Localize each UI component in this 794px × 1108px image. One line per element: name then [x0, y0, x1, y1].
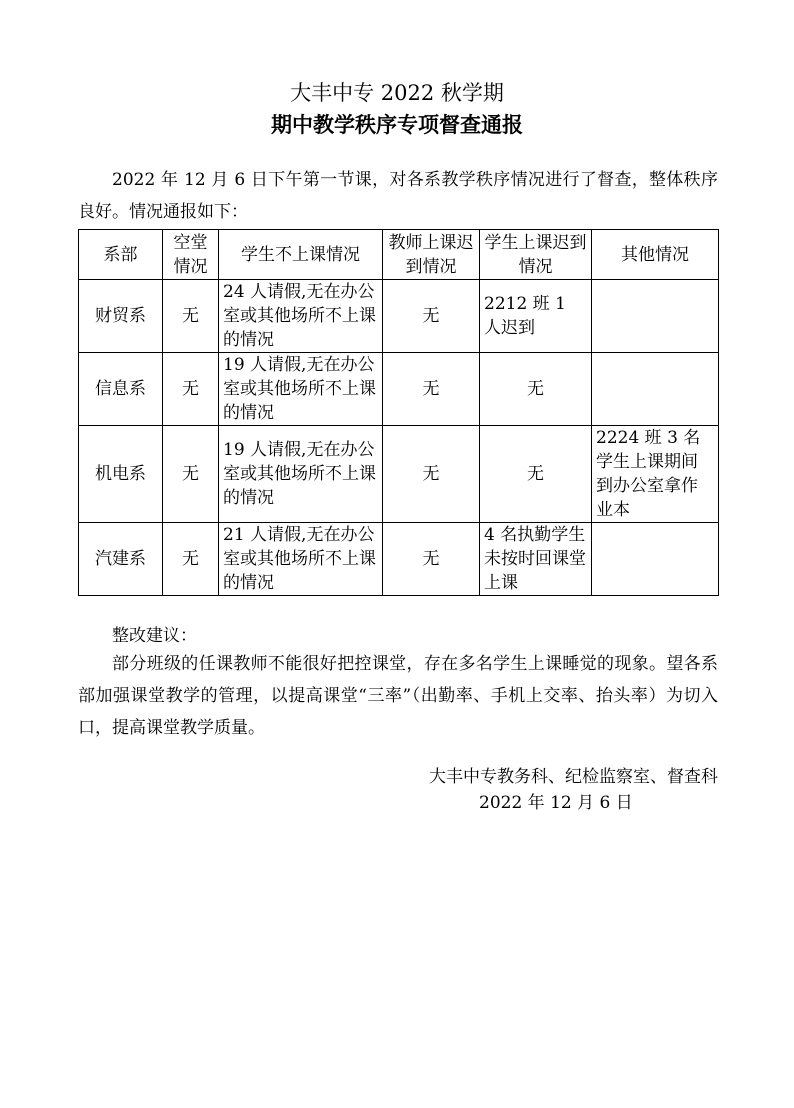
- teacher-late-cell: 无: [383, 353, 480, 426]
- teacher-late-cell: 无: [383, 523, 480, 596]
- document-title-line2: 期中教学秩序专项督查通报: [271, 112, 523, 137]
- table-row: [79, 523, 719, 596]
- student-late-cell: 4 名执勤学生未按时回课堂上课: [480, 523, 592, 596]
- header-cell: 学生上课迟到情况: [480, 230, 592, 280]
- empty-class-cell: 无: [163, 523, 219, 596]
- teacher-late-cell: 无: [383, 426, 480, 523]
- inspection-table: [78, 229, 719, 596]
- empty-class-cell: 无: [163, 280, 219, 353]
- department-cell: 信息系: [79, 353, 163, 426]
- table-row: [79, 280, 719, 353]
- department-cell: 财贸系: [79, 280, 163, 353]
- header-cell: 教师上课迟到情况: [383, 230, 480, 280]
- other-cell: 2224 班 3 名学生上课期间到办公室拿作业本: [592, 426, 719, 523]
- issuer-signature: 大丰中专教务科、纪检监察室、督查科: [429, 767, 718, 787]
- student-absence-cell: 24 人请假,无在办公室或其他场所不上课的情况: [219, 280, 383, 353]
- teacher-late-cell: 无: [383, 280, 480, 353]
- header-cell: 学生不上课情况: [219, 230, 383, 280]
- student-late-cell: 无: [480, 426, 592, 523]
- student-late-cell: 无: [480, 353, 592, 426]
- table-header-row: [79, 230, 719, 280]
- student-absence-cell: 19 人请假,无在办公室或其他场所不上课的情况: [219, 426, 383, 523]
- recommendation-body: 部分班级的任课教师不能很好把控课堂，存在多名学生上课睡觉的现象。望各系部加强课堂教学的管理，以提高课堂“三率”（出勤率、手机上交率、抬头率）为切入口，提高课堂教学质量。: [78, 654, 718, 738]
- header-cell: 系部: [79, 230, 163, 280]
- department-cell: 机电系: [79, 426, 163, 523]
- recommendation-heading: 整改建议：: [112, 626, 197, 646]
- other-cell: [592, 353, 719, 426]
- issue-date: 2022 年 12 月 6 日: [479, 793, 633, 813]
- other-cell: [592, 280, 719, 353]
- empty-class-cell: 无: [163, 353, 219, 426]
- header-cell: 空堂情况: [163, 230, 219, 280]
- department-cell: 汽建系: [79, 523, 163, 596]
- empty-class-cell: 无: [163, 426, 219, 523]
- document-title-line1: 大丰中专 2022 秋学期: [290, 81, 504, 105]
- header-cell: 其他情况: [592, 230, 719, 280]
- other-cell: [592, 523, 719, 596]
- student-absence-cell: 21 人请假,无在办公室或其他场所不上课的情况: [219, 523, 383, 596]
- intro-paragraph: 2022 年 12 月 6 日下午第一节课，对各系教学秩序情况进行了督查，整体秩序良好。情况通报如下：: [78, 170, 718, 222]
- student-late-cell: 2212 班 1 人迟到: [480, 280, 592, 353]
- table-row: [79, 353, 719, 426]
- table-row: [79, 426, 719, 523]
- student-absence-cell: 19 人请假,无在办公室或其他场所不上课的情况: [219, 353, 383, 426]
